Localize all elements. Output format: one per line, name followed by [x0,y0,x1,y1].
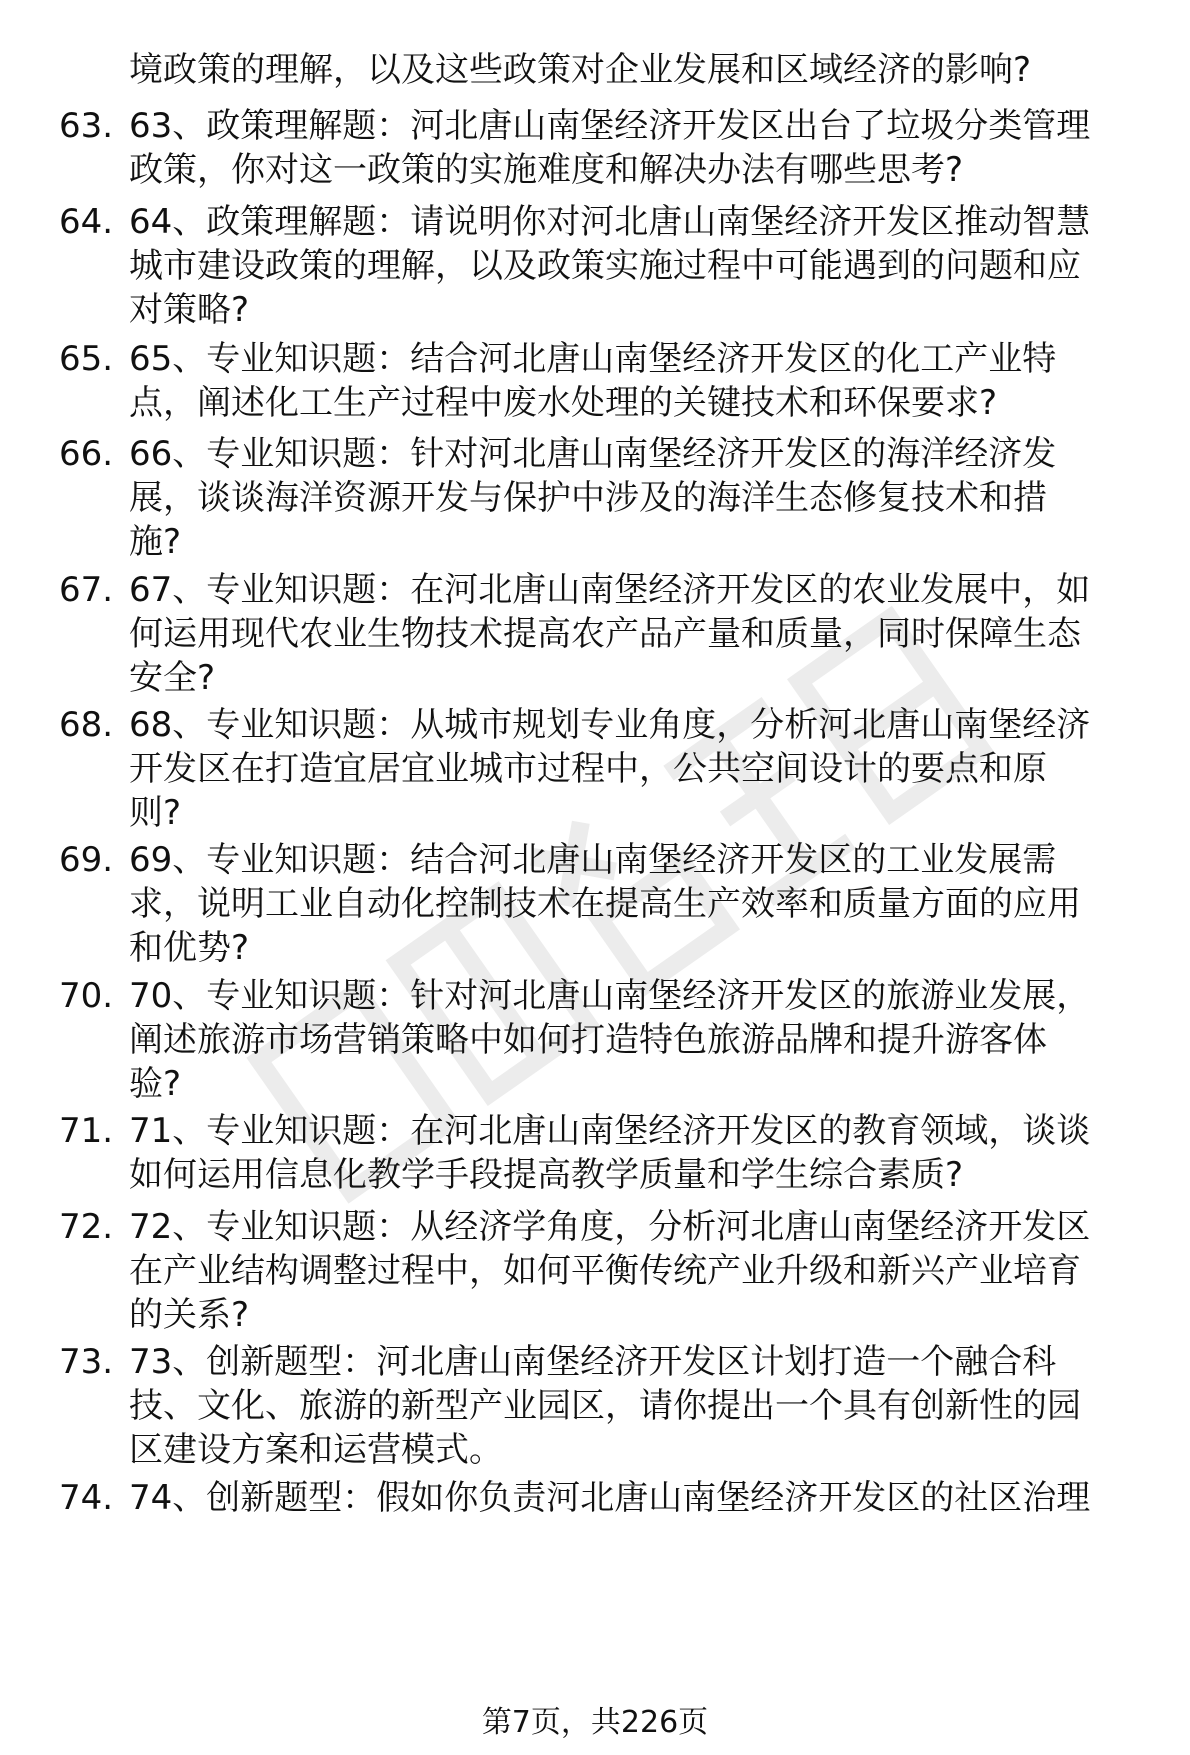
item-number: 71. [59,1111,114,1151]
item-text: 74、创新题型：假如你负责河北唐山南堡经济开发区的社区治理 [129,1478,1091,1518]
item-text: 65、专业知识题：结合河北唐山南堡经济开发区的化工产业特 点，阐述化工生产过程中废水处理的关键技术和环保要求? [129,339,1057,423]
page-footer: 第7页，共226页 [481,1705,709,1740]
item-number: 69. [59,840,114,880]
item-text: 64、政策理解题：请说明你对河北唐山南堡经济开发区推动智慧 城市建设政策的理解，以及政策实施过程中可能遇到的问题和应 对策略? [129,202,1091,330]
item-text: 71、专业知识题：在河北唐山南堡经济开发区的教育领域，谈谈 如何运用信息化教学手段提高教学质量和学生综合素质? [129,1111,1091,1195]
item-text: 63、政策理解题：河北唐山南堡经济开发区出台了垃圾分类管理 政策，你对这一政策的实施难度和解决办法有哪些思考? [129,106,1091,190]
item-number: 74. [59,1478,114,1518]
item-text: 72、专业知识题：从经济学角度，分析河北唐山南堡经济开发区 在产业结构调整过程中，如何平衡传统产业升级和新兴产业培育 的关系? [129,1207,1091,1335]
continuation-line: 境政策的理解，以及这些政策对企业发展和区域经济的影响? [129,50,1032,90]
item-number: 73. [59,1342,114,1382]
item-number: 64. [59,202,114,242]
item-number: 66. [59,434,114,474]
item-number: 68. [59,705,114,745]
item-text: 67、专业知识题：在河北唐山南堡经济开发区的农业发展中，如 何运用现代农业生物技术提高农产品产量和质量，同时保障生态 安全? [129,570,1091,698]
item-number: 70. [59,976,114,1016]
item-text: 70、专业知识题：针对河北唐山南堡经济开发区的旅游业发展， 阐述旅游市场营销策略中如何打造特色旅游品牌和提升游客体 验? [129,976,1091,1104]
item-number: 63. [59,106,114,146]
item-number: 72. [59,1207,114,1247]
item-text: 66、专业知识题：针对河北唐山南堡经济开发区的海洋经济发 展，谈谈海洋资源开发与保护中涉及的海洋生态修复技术和措 施? [129,434,1057,562]
item-text: 73、创新题型：河北唐山南堡经济开发区计划打造一个融合科 技、文化、旅游的新型产业园区，请你提出一个具有创新性的园 区建设方案和运营模式。 [129,1342,1081,1470]
item-number: 67. [59,570,114,610]
item-text: 68、专业知识题：从城市规划专业角度，分析河北唐山南堡经济 开发区在打造宜居宜业城市过程中，公共空间设计的要点和原 则? [129,705,1091,833]
item-number: 65. [59,339,114,379]
item-text: 69、专业知识题：结合河北唐山南堡经济开发区的工业发展需 求，说明工业自动化控制技术在提高生产效率和质量方面的应用 和优势? [129,840,1081,968]
